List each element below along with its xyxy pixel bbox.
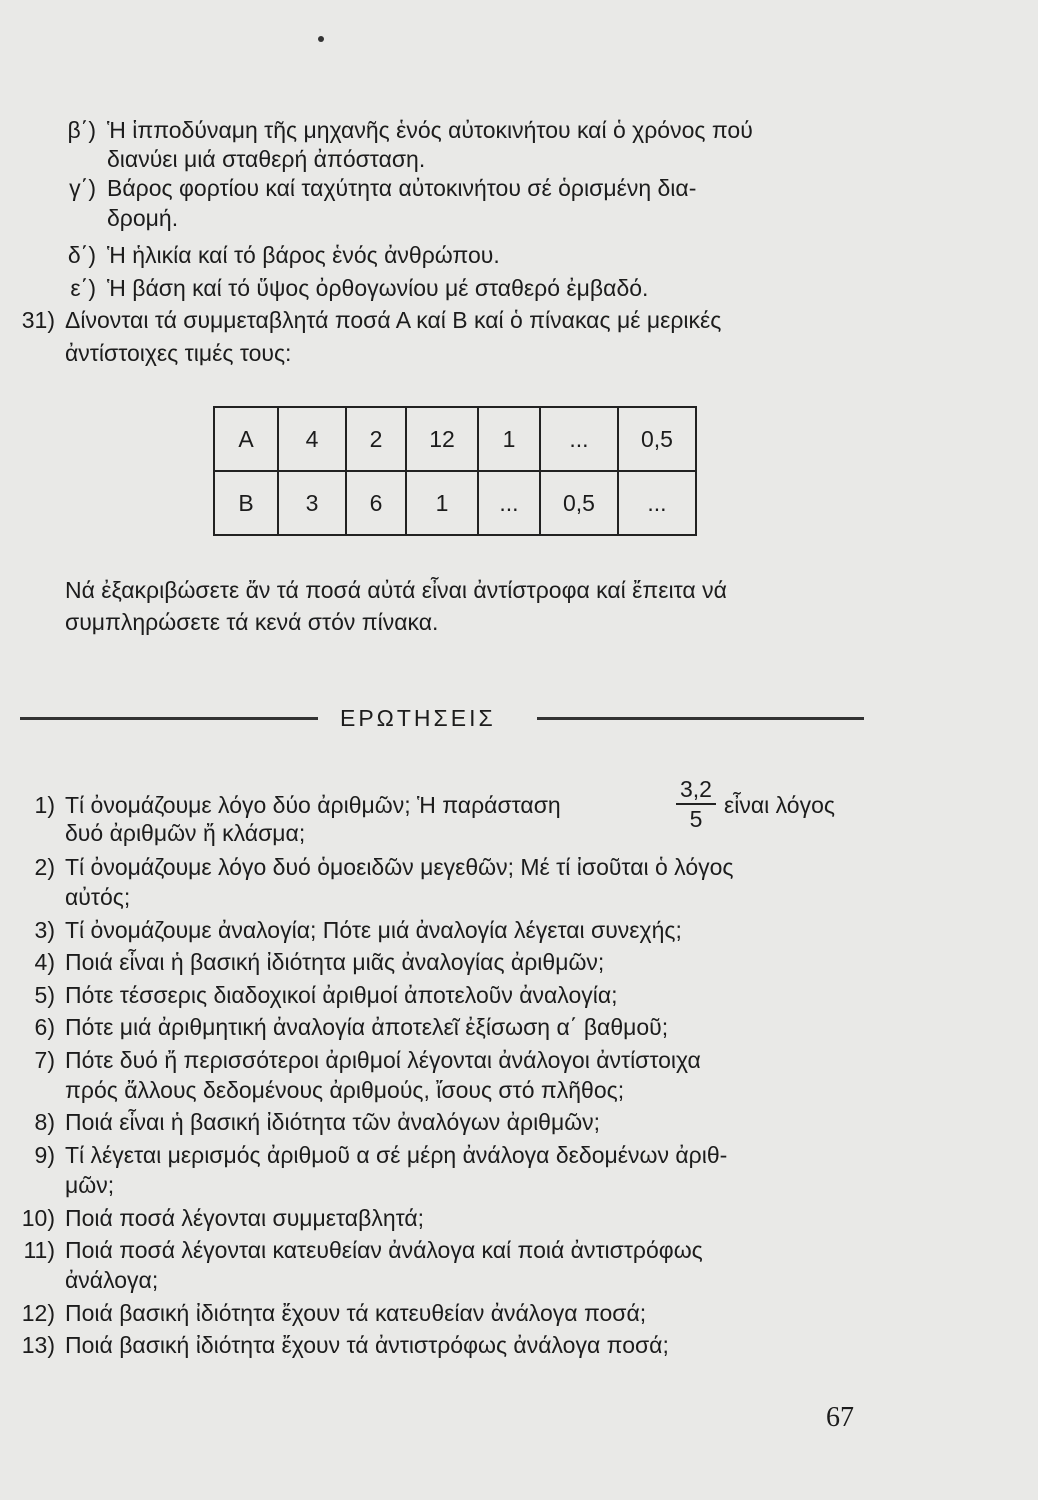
- question-6-line-1: Πότε μιά ἀριθμητική ἀναλογία ἀποτελεῖ ἐξίσωση α΄ βαθμοῦ;: [65, 1014, 669, 1040]
- table-row-b: [214, 471, 696, 535]
- table-cell: 1: [478, 407, 540, 471]
- question-2-line-1: Τί ὀνομάζουμε λόγο δυό ὁμοειδῶν μεγεθῶν; Μέ τί ἰσοῦται ὁ λόγος: [65, 854, 734, 880]
- exercise-31-line-1: Δίνονται τά συμμεταβλητά ποσά Α καί Β καί ὁ πίνακας μέ μερικές: [65, 307, 722, 333]
- question-10-label: 10): [21, 1205, 55, 1231]
- question-11-line-1: Ποιά ποσά λέγονται κατευθείαν ἀνάλογα καί ποιά ἀντιστρόφως: [65, 1237, 703, 1263]
- exercise-31-line-2: ἀντίστοιχες τιμές τους:: [65, 340, 292, 366]
- fraction-3-2-over-5: [676, 777, 716, 831]
- question-1-line-2: δυό ἀριθμῶν ἤ κλάσμα;: [65, 820, 306, 846]
- fraction-numerator: 3,2: [680, 776, 712, 802]
- fraction-denominator: 5: [689, 806, 703, 832]
- page-number: 67: [826, 1402, 854, 1433]
- question-1-label: 1): [34, 792, 55, 818]
- instruction-line-2: συμπληρώσετε τά κενά στόν πίνακα.: [65, 609, 439, 635]
- question-9-label: 9): [34, 1142, 55, 1168]
- question-3-label: 3): [34, 917, 55, 943]
- question-7-line-1: Πότε δυό ἤ περισσότεροι ἀριθμοί λέγονται ἀνάλογοι ἀντίστοιχα: [65, 1047, 701, 1073]
- question-8-label: 8): [34, 1109, 55, 1135]
- item-b-line-2: διανύει μιά σταθερή ἀπόσταση.: [107, 146, 426, 172]
- question-7-line-2: πρός ἄλλους δεδομένους ἀριθμούς, ἴσους στό πλῆθος;: [65, 1077, 625, 1103]
- question-2-line-2: αὐτός;: [65, 884, 131, 910]
- item-c-line-2: δρομή.: [107, 205, 179, 231]
- table-cell: ...: [478, 471, 540, 535]
- table-cell: 4: [278, 407, 346, 471]
- question-12-label: 12): [21, 1300, 55, 1326]
- table-cell: 1: [406, 471, 478, 535]
- table-cell: ...: [540, 407, 618, 471]
- item-label-d: δ΄): [67, 242, 96, 268]
- ink-speck: [318, 36, 324, 42]
- question-9-line-1: Τί λέγεται μερισμός ἀριθμοῦ α σέ μέρη ἀνάλογα δεδομένων ἀριθ-: [65, 1142, 728, 1168]
- table-row-a: [214, 407, 696, 471]
- table-cell: 6: [346, 471, 406, 535]
- heading-rule-left: [20, 717, 318, 720]
- table-cell: 0,5: [540, 471, 618, 535]
- question-3-line-1: Τί ὀνομάζουμε ἀναλογία; Πότε μιά ἀναλογία λέγεται συνεχής;: [65, 917, 682, 943]
- table-cell: ...: [618, 471, 696, 535]
- item-label-e: ε΄): [70, 275, 96, 301]
- item-label-c: γ΄): [69, 175, 96, 201]
- item-c-line-1: Βάρος φορτίου καί ταχύτητα αὐτοκινήτου σέ ὁρισμένη δια-: [107, 175, 697, 201]
- item-d-line-1: Ἡ ἡλικία καί τό βάρος ἑνός ἀνθρώπου.: [107, 242, 500, 268]
- table-cell: 0,5: [618, 407, 696, 471]
- question-8-line-1: Ποιά εἶναι ἡ βασική ἰδιότητα τῶν ἀναλόγων ἀριθμῶν;: [65, 1109, 601, 1135]
- table-cell: 12: [406, 407, 478, 471]
- question-11-line-2: ἀνάλογα;: [65, 1267, 159, 1293]
- section-heading: ΕΡΩΤΗΣΕΙΣ: [340, 705, 496, 731]
- values-table: [213, 406, 697, 536]
- question-13-label: 13): [21, 1332, 55, 1358]
- question-1-line-1: Τί ὀνομάζουμε λόγο δύο ἀριθμῶν; Ἡ παράσταση: [65, 792, 561, 818]
- question-6-label: 6): [34, 1014, 55, 1040]
- question-4-line-1: Ποιά εἶναι ἡ βασική ἰδιότητα μιᾶς ἀναλογίας ἀριθμῶν;: [65, 949, 605, 975]
- question-4-label: 4): [34, 949, 55, 975]
- exercise-31-label: 31): [21, 307, 55, 333]
- item-label-b: β΄): [67, 117, 96, 143]
- table-cell: 3: [278, 471, 346, 535]
- item-b-line-1: Ἡ ἱπποδύναμη τῆς μηχανῆς ἑνός αὐτοκινήτου καί ὁ χρόνος πού: [107, 117, 753, 143]
- question-5-label: 5): [34, 982, 55, 1008]
- question-11-label: 11): [23, 1237, 55, 1263]
- question-7-label: 7): [34, 1047, 55, 1073]
- question-10-line-1: Ποιά ποσά λέγονται συμμεταβλητά;: [65, 1205, 425, 1231]
- question-5-line-1: Πότε τέσσερις διαδοχικοί ἀριθμοί ἀποτελοῦν ἀναλογία;: [65, 982, 618, 1008]
- question-9-line-2: μῶν;: [65, 1172, 115, 1198]
- instruction-line-1: Νά ἐξακριβώσετε ἄν τά ποσά αὐτά εἶναι ἀντίστροφα καί ἔπειτα νά: [65, 577, 727, 603]
- question-12-line-1: Ποιά βασική ἰδιότητα ἔχουν τά κατευθείαν ἀνάλογα ποσά;: [65, 1300, 647, 1326]
- heading-rule-right: [537, 717, 864, 720]
- table-cell: 2: [346, 407, 406, 471]
- question-2-label: 2): [34, 854, 55, 880]
- table-cell: Α: [214, 407, 278, 471]
- question-1-line-1-end: εἶναι λόγος: [724, 792, 835, 818]
- fraction-bar: [676, 803, 716, 805]
- table-cell: Β: [214, 471, 278, 535]
- item-e-line-1: Ἡ βάση καί τό ὕψος ὀρθογωνίου μέ σταθερό ἐμβαδό.: [107, 275, 649, 301]
- question-13-line-1: Ποιά βασική ἰδιότητα ἔχουν τά ἀντιστρόφως ἀνάλογα ποσά;: [65, 1332, 669, 1358]
